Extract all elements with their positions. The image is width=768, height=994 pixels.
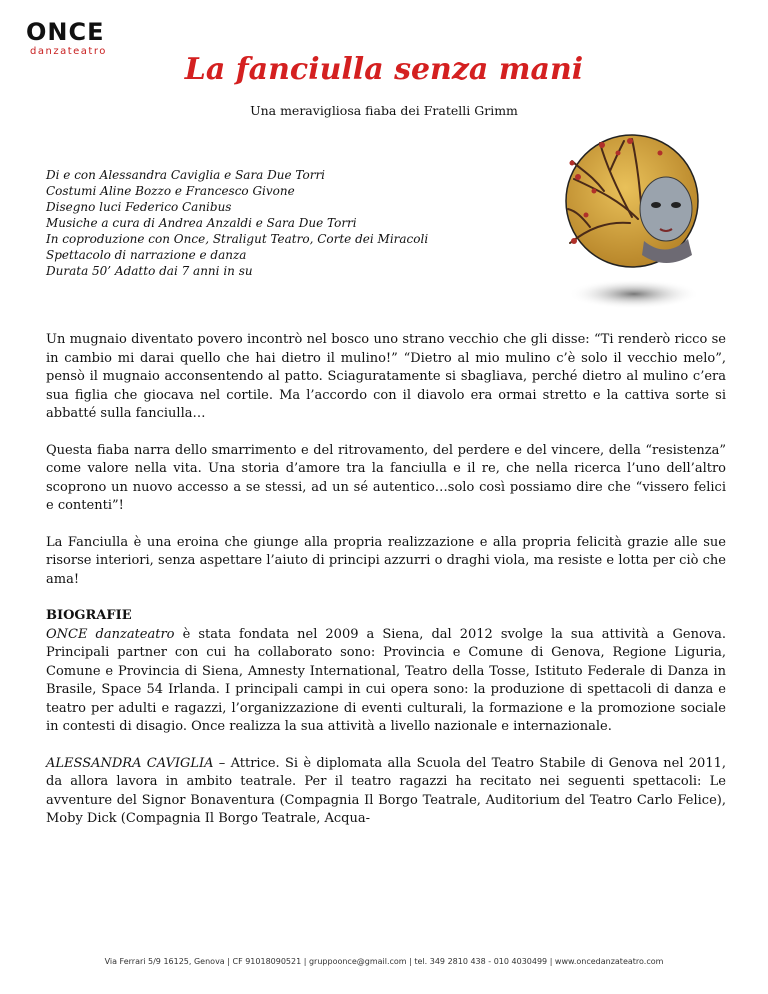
bio-alessandra-name: ALESSANDRA CAVIGLIA [46, 755, 214, 771]
credit-line: Spettacolo di narrazione e danza [46, 248, 247, 262]
logo-word: ONCE [26, 18, 105, 46]
bio-once-text: è stata fondata nel 2009 a Siena, dal 2012 svolge la sua attività a Genova. Principali partner con cui ha collaborato sono: Provincia e Comune di Genova, Regione Liguria, Comune e Provincia di Siena, Amnesty International, Teatro della Tosse, Istituto Federale di Danza in Brasile, Space 54 Irlanda. I principali campi in cui opera sono: la produzione di spettacoli di danza e teatro per adulti e ragazzi, l’organizzazione di eventi culturali, la formazione e la promozione sociale in contesti di disagio. Once realizza la sua attività a livello nazionale e internazionale. [46, 626, 726, 734]
credit-line: Di e con Alessandra Caviglia e Sara Due Torri [46, 168, 326, 182]
credit-line: In coproduzione con Once, Straligut Teatro, Corte dei Miracoli [46, 232, 429, 246]
story-paragraph: Un mugnaio diventato povero incontrò nel bosco uno strano vecchio che gli disse: “Ti renderò ricco se in cambio mi darai quello che hai dietro il mulino!” “Dietro al mio mulino c’è solo il vecchio melo”, pensò il mugnaio acconsentendo al patto. Sciaguratamente si sbagliava, perché dietro al mulino c’era sua figlia che giocava nel cortile. Ma l’accordo con il diavolo era ormai stretto e la cattiva sorte si abbatté sulla fanciulla… [46, 332, 726, 421]
main-content [46, 331, 726, 847]
story-paragraph: Questa fiaba narra dello smarrimento e del ritrovamento, del perdere e del vincere, della “resistenza” come valore nella vita. Una storia d’amore tra la fanciulla e il re, che nella ricerca l’uno dell’altro scoprono un nuovo accesso a se stessi, ad un sé autentico…solo così possiamo dire che “vissero felici e contenti”! [46, 442, 726, 513]
portrait-illustration [560, 131, 706, 311]
once-logo [22, 18, 132, 57]
credits-block [46, 167, 526, 279]
page-title: La fanciulla senza mani [184, 52, 584, 87]
bio-alessandra-text: – Attrice. Si è diplomata alla Scuola del Teatro Stabile di Genova nel 2011, da allora lavora in ambito teatrale. Per il teatro ragazzi ha recitato nei seguenti spettacoli: Le avventure del Signor Bonaventura (Compagnia Il Borgo Teatrale, Auditorium del Teatro Carlo Felice), Moby Dick (Compagnia Il Borgo Teatrale, Acqua- [46, 755, 726, 826]
credit-line: Durata 50’ Adatto dai 7 anni in su [46, 264, 253, 278]
bio-alessandra [46, 755, 726, 829]
logo-subtitle: danzateatro [30, 46, 107, 57]
story-paragraph: La Fanciulla è una eroina che giunge alla propria realizzazione e alla propria felicità grazie alle sue risorse interiori, senza aspettare l’aiuto di principi azzurri o draghi viola, ma resiste e lotta per ciò che ama! [46, 534, 726, 587]
bio-once [46, 626, 726, 737]
footer-contacts: Via Ferrari 5/9 16125, Genova | CF 91018090521 | gruppoonce@gmail.com | tel. 349 2810 438 - 010 4030499 | www.oncedanzateatro.com [104, 957, 664, 966]
credit-line: Costumi Aline Bozzo e Francesco Givone [46, 184, 295, 198]
bio-once-name: ONCE danzateatro [46, 626, 175, 642]
credit-line: Disegno luci Federico Canibus [46, 200, 232, 214]
page-subtitle: Una meravigliosa fiaba dei Fratelli Grimm [250, 103, 518, 118]
bio-heading: BIOGRAFIE [46, 608, 132, 623]
credit-line: Musiche a cura di Andrea Anzaldi e Sara Due Torri [46, 216, 357, 230]
